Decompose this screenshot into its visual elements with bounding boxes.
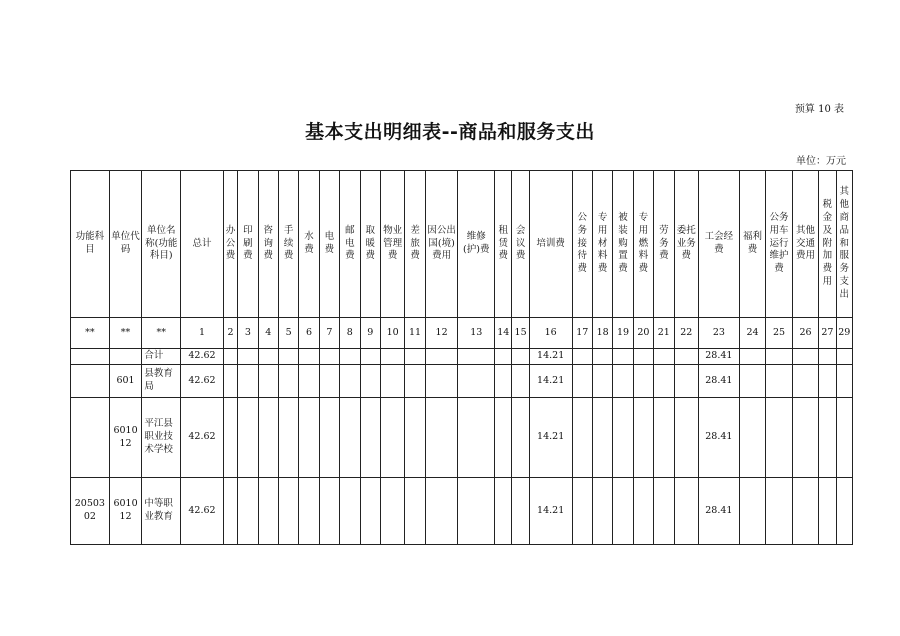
table-cell [319, 398, 339, 478]
table-row [71, 349, 853, 365]
column-number: 9 [360, 318, 380, 349]
expense-detail-table [70, 170, 853, 545]
column-number: 19 [613, 318, 633, 349]
total-cell: 42.62 [181, 365, 224, 398]
training-fee-cell: 14.21 [529, 478, 572, 545]
table-cell [674, 365, 698, 398]
table-cell [319, 349, 339, 365]
column-number: 3 [238, 318, 258, 349]
table-cell [836, 365, 852, 398]
column-header: 印刷费 [238, 171, 258, 318]
column-header: 委托业务费 [674, 171, 698, 318]
table-cell [405, 478, 425, 545]
table-cell [766, 398, 793, 478]
table-cell [766, 365, 793, 398]
table-cell [425, 478, 458, 545]
column-header: 咨询费 [258, 171, 278, 318]
column-number: ** [109, 318, 142, 349]
column-header: 物业管理费 [380, 171, 404, 318]
table-cell [819, 349, 836, 365]
column-header: 会议费 [512, 171, 529, 318]
unit-label: 单位：万元 [796, 156, 846, 167]
column-header: 公务接待费 [572, 171, 592, 318]
column-number: 12 [425, 318, 458, 349]
column-number: 8 [340, 318, 360, 349]
column-header: 电费 [319, 171, 339, 318]
table-cell [739, 398, 766, 478]
column-number: 27 [819, 318, 836, 349]
column-header: 差旅费 [405, 171, 425, 318]
column-number: 21 [654, 318, 674, 349]
column-header: 水费 [299, 171, 319, 318]
table-cell [258, 478, 278, 545]
table-cell [633, 365, 653, 398]
function-code-cell [71, 349, 110, 365]
table-cell [299, 478, 319, 545]
table-cell [458, 349, 495, 365]
column-header: 专用材料费 [592, 171, 612, 318]
column-number: 20 [633, 318, 653, 349]
table-cell [223, 398, 237, 478]
column-header: 因公出国(境)费用 [425, 171, 458, 318]
unit-name-cell: 中等职业教育 [142, 478, 181, 545]
column-header: 办公费 [223, 171, 237, 318]
column-header: 功能科目 [71, 171, 110, 318]
training-fee-cell: 14.21 [529, 349, 572, 365]
table-cell [512, 398, 529, 478]
table-cell [654, 398, 674, 478]
table-cell [819, 398, 836, 478]
training-fee-cell: 14.21 [529, 398, 572, 478]
column-number: 6 [299, 318, 319, 349]
column-number-row [71, 318, 853, 349]
unit-code-cell [109, 349, 142, 365]
union-fund-cell: 28.41 [698, 365, 739, 398]
table-cell [739, 365, 766, 398]
unit-name-cell: 合计 [142, 349, 181, 365]
table-cell [654, 365, 674, 398]
function-code-cell [71, 398, 110, 478]
union-fund-cell: 28.41 [698, 349, 739, 365]
table-cell [340, 349, 360, 365]
column-header: 手续费 [278, 171, 298, 318]
column-number: 23 [698, 318, 739, 349]
column-number: ** [142, 318, 181, 349]
table-cell [572, 478, 592, 545]
column-number: 16 [529, 318, 572, 349]
table-cell [258, 398, 278, 478]
table-cell [425, 398, 458, 478]
column-number: 18 [592, 318, 612, 349]
table-cell [572, 398, 592, 478]
column-number: 5 [278, 318, 298, 349]
table-row [71, 478, 853, 545]
table-cell [836, 349, 852, 365]
table-cell [766, 478, 793, 545]
table-cell [766, 349, 793, 365]
table-cell [592, 349, 612, 365]
table-cell [613, 365, 633, 398]
table-cell [792, 349, 819, 365]
table-cell [299, 365, 319, 398]
table-cell [512, 349, 529, 365]
column-header: 培训费 [529, 171, 572, 318]
table-cell [495, 365, 512, 398]
table-cell [572, 365, 592, 398]
union-fund-cell: 28.41 [698, 478, 739, 545]
table-cell [654, 349, 674, 365]
column-number: 29 [836, 318, 852, 349]
table-cell [792, 365, 819, 398]
column-number: 10 [380, 318, 404, 349]
table-row [71, 398, 853, 478]
table-cell [299, 398, 319, 478]
column-number: 14 [495, 318, 512, 349]
table-cell [633, 478, 653, 545]
table-cell [674, 349, 698, 365]
column-header: 取暖费 [360, 171, 380, 318]
column-header: 租赁费 [495, 171, 512, 318]
table-body [71, 349, 853, 545]
table-cell [405, 349, 425, 365]
column-header: 其他商品和服务支出 [836, 171, 852, 318]
document-title: 基本支出明细表--商品和服务支出 [305, 121, 595, 143]
column-header: 税金及附加费用 [819, 171, 836, 318]
table-cell [238, 398, 258, 478]
table-cell [425, 349, 458, 365]
column-header: 福利费 [739, 171, 766, 318]
table-cell [836, 478, 852, 545]
column-header: 工会经费 [698, 171, 739, 318]
total-cell: 42.62 [181, 478, 224, 545]
table-cell [512, 478, 529, 545]
table-cell [819, 478, 836, 545]
column-number: 1 [181, 318, 224, 349]
table-cell [739, 478, 766, 545]
table-cell [613, 349, 633, 365]
column-number: ** [71, 318, 110, 349]
table-cell [380, 398, 404, 478]
table-cell [674, 478, 698, 545]
table-cell [360, 398, 380, 478]
table-cell [633, 349, 653, 365]
column-number: 25 [766, 318, 793, 349]
table-cell [425, 365, 458, 398]
column-header: 单位名称(功能科目) [142, 171, 181, 318]
table-cell [238, 365, 258, 398]
table-cell [278, 349, 298, 365]
table-cell [592, 478, 612, 545]
column-number: 7 [319, 318, 339, 349]
table-cell [592, 365, 612, 398]
table-cell [238, 349, 258, 365]
table-cell [278, 478, 298, 545]
column-number: 4 [258, 318, 278, 349]
table-cell [360, 349, 380, 365]
column-number: 13 [458, 318, 495, 349]
table-cell [495, 398, 512, 478]
table-cell [633, 398, 653, 478]
table-cell [360, 478, 380, 545]
table-cell [495, 478, 512, 545]
table-cell [299, 349, 319, 365]
function-code-cell: 2050302 [71, 478, 110, 545]
table-cell [223, 365, 237, 398]
training-fee-cell: 14.21 [529, 365, 572, 398]
table-cell [278, 365, 298, 398]
table-cell [613, 478, 633, 545]
table-cell [792, 398, 819, 478]
unit-name-cell: 县教育局 [142, 365, 181, 398]
column-number: 2 [223, 318, 237, 349]
table-cell [340, 478, 360, 545]
table-cell [238, 478, 258, 545]
column-number: 24 [739, 318, 766, 349]
column-number: 15 [512, 318, 529, 349]
table-cell [674, 398, 698, 478]
union-fund-cell: 28.41 [698, 398, 739, 478]
unit-code-cell: 601012 [109, 478, 142, 545]
table-cell [223, 349, 237, 365]
table-cell [495, 349, 512, 365]
function-code-cell [71, 365, 110, 398]
unit-name-cell: 平江县职业技术学校 [142, 398, 181, 478]
table-cell [223, 478, 237, 545]
table-cell [380, 349, 404, 365]
table-cell [380, 365, 404, 398]
table-cell [458, 365, 495, 398]
table-cell [613, 398, 633, 478]
table-cell [592, 398, 612, 478]
table-cell [792, 478, 819, 545]
table-cell [340, 365, 360, 398]
table-cell [258, 365, 278, 398]
total-cell: 42.62 [181, 349, 224, 365]
column-header: 邮电费 [340, 171, 360, 318]
table-number-label: 预算 10 表 [794, 104, 844, 115]
column-number: 17 [572, 318, 592, 349]
total-cell: 42.62 [181, 398, 224, 478]
table-cell [512, 365, 529, 398]
table-row [71, 365, 853, 398]
column-header: 其他交通费用 [792, 171, 819, 318]
unit-code-cell: 601012 [109, 398, 142, 478]
column-header: 总计 [181, 171, 224, 318]
header-row [71, 171, 853, 318]
table-cell [405, 365, 425, 398]
table-cell [405, 398, 425, 478]
table-cell [278, 398, 298, 478]
table-cell [319, 478, 339, 545]
table-cell [819, 365, 836, 398]
table-cell [739, 349, 766, 365]
column-number: 22 [674, 318, 698, 349]
table-cell [380, 478, 404, 545]
column-header: 劳务费 [654, 171, 674, 318]
unit-code-cell: 601 [109, 365, 142, 398]
table-cell [836, 398, 852, 478]
table-cell [340, 398, 360, 478]
table-cell [458, 478, 495, 545]
table-cell [458, 398, 495, 478]
table-cell [319, 365, 339, 398]
column-header: 专用燃料费 [633, 171, 653, 318]
column-header: 公务用车运行维护费 [766, 171, 793, 318]
table-cell [258, 349, 278, 365]
table-cell [360, 365, 380, 398]
column-number: 11 [405, 318, 425, 349]
column-header: 单位代码 [109, 171, 142, 318]
table-cell [572, 349, 592, 365]
column-number: 26 [792, 318, 819, 349]
column-header: 维修(护)费 [458, 171, 495, 318]
column-header: 被装购置费 [613, 171, 633, 318]
table-cell [654, 478, 674, 545]
